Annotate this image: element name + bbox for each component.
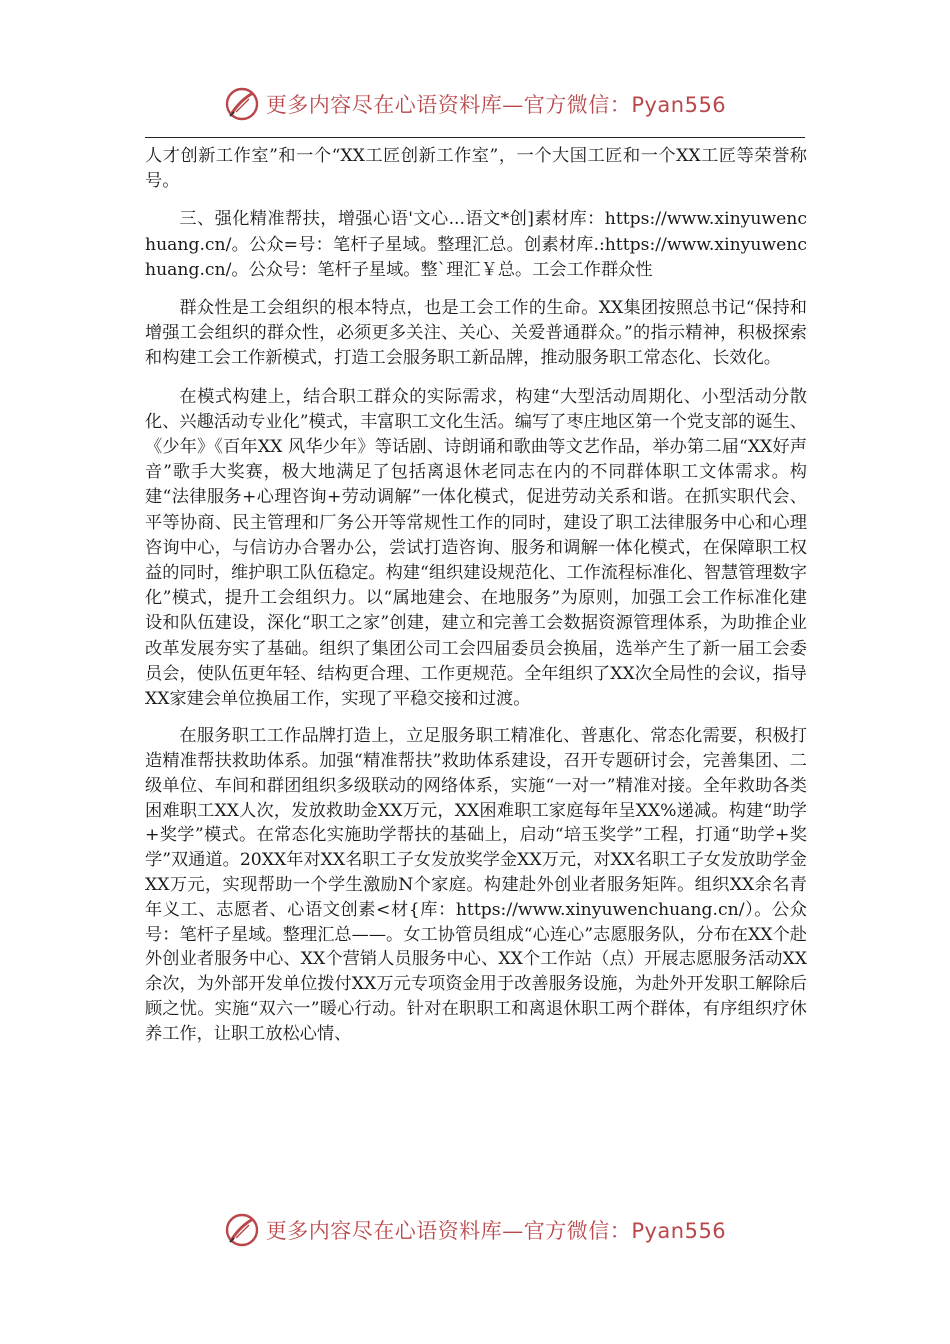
footer-wechat-id: Pyan556 [631, 1219, 727, 1243]
header-banner-text: 更多内容尽在心语资料库—官方微信：Pyan556 [265, 93, 727, 117]
paragraph-5: 在服务职工工作品牌打造上，立足服务职工精准化、普惠化、常态化需要，积极打造精准帮扶救助体系。加强“精准帮扶”救助体系建设，召开专题研讨会，完善集团、二级单位、车间和群团组织多级联动的网络体系，实施“一对一”精准对接。全年救助各类困难职工XX人次，发放救助金XX万元，XX困难职工家庭每年呈XX%递减。构建“助学+奖学”模式。在常态化实施助学帮扶的基础上，启动“培玉奖学”工程，打通“助学+奖学”双通道。20XX年对XX名职工子女发放奖学金XX万元，对XX名职工子女发放助学金XX万元，实现帮助一个学生激励N个家庭。构建赴外创业者服务矩阵。组织XX余名青年义工、志愿者、心语文创素<材{库：https://www.xinyuwenchuang.cn/）。公众号：笔杆子星域。整理汇总——。女工协管员组成“心连心”志愿服务队，分布在XX个赴外创业者服务中心、XX个营销人员服务中心、XX个工作站（点）开展志愿服务活动XX余次，为外部开发单位拨付XX万元专项资金用于改善服务设施，为赴外开发职工解除后顾之忧。实施“双六一”暖心行动。针对在职职工和离退休职工两个群体，有序组织疗休养工作，让职工放松心情、 [145, 726, 807, 1044]
paragraph-3: 群众性是工会组织的根本特点，也是工会工作的生命。XX集团按照总书记“保持和增强工会组织的群众性，必须更多关注、关心、关爱普通群众。”的指示精神，积极探索和构建工会工作新模式，打造工会服务职工新品牌，推动服务职工常态化、长效化。 [145, 298, 807, 369]
paragraph-1: 人才创新工作室”和一个“XX工匠创新工作室”，一个大国工匠和一个XX工匠等荣誉称号。 [145, 146, 807, 192]
section-heading-3: 三、强化精准帮扶，增强心语'文心...语文*创]素材库：https://www.xinyuwenchuang.cn/。公众=号：笔杆子星域。整理汇总。创素材库.:https://www.xinyuwenchuang.cn/。公众号：笔杆子星域。整`理汇￥总。工会工作群众性 [145, 209, 807, 280]
header-wechat-id: Pyan556 [631, 93, 727, 117]
paragraph-4: 在模式构建上，结合职工群众的实际需求，构建“大型活动周期化、小型活动分散化、兴趣活动专业化”模式，丰富职工文化生活。编写了枣庄地区第一个党支部的诞生、《少年》《百年XX 风华少年》等话剧、诗朗诵和歌曲等文艺作品，举办第二届“XX好声音”歌手大奖赛，极大地满足了包括离退休老同志在内的不同群体职工文体需求。构建“法律服务+心理咨询+劳动调解”一体化模式，促进劳动关系和谐。在抓实职代会、平等协商、民主管理和厂务公开等常规性工作的同时，建设了职工法律服务中心和心理咨询中心，与信访办合署办公，尝试打造咨询、服务和调解一体化模式，在保障职工权益的同时，维护职工队伍稳定。构建“组织建设规范化、工作流程标准化、智慧管理数字化”模式，提升工会组织力。以“属地建会、在地服务”为原则，加强工会工作标准化建设和队伍建设，深化“职工之家”创建，建立和完善工会数据资源管理体系，为助推企业改革发展夯实了基础。组织了集团公司工会四届委员会换届，选举产生了新一届工会委员会，使队伍更年轻、结构更合理、工作更规范。全年组织了XX次全局性的会议，指导XX家建会单位换届工作，实现了平稳交接和过渡。 [145, 386, 807, 710]
brand-logo-icon [224, 1212, 260, 1248]
header-rule [145, 137, 805, 138]
header-banner [0, 84, 950, 124]
document-body [145, 144, 807, 1047]
brand-logo-icon [224, 86, 260, 122]
footer-banner [0, 1210, 950, 1250]
footer-banner-text: 更多内容尽在心语资料库—官方微信：Pyan556 [265, 1219, 727, 1243]
